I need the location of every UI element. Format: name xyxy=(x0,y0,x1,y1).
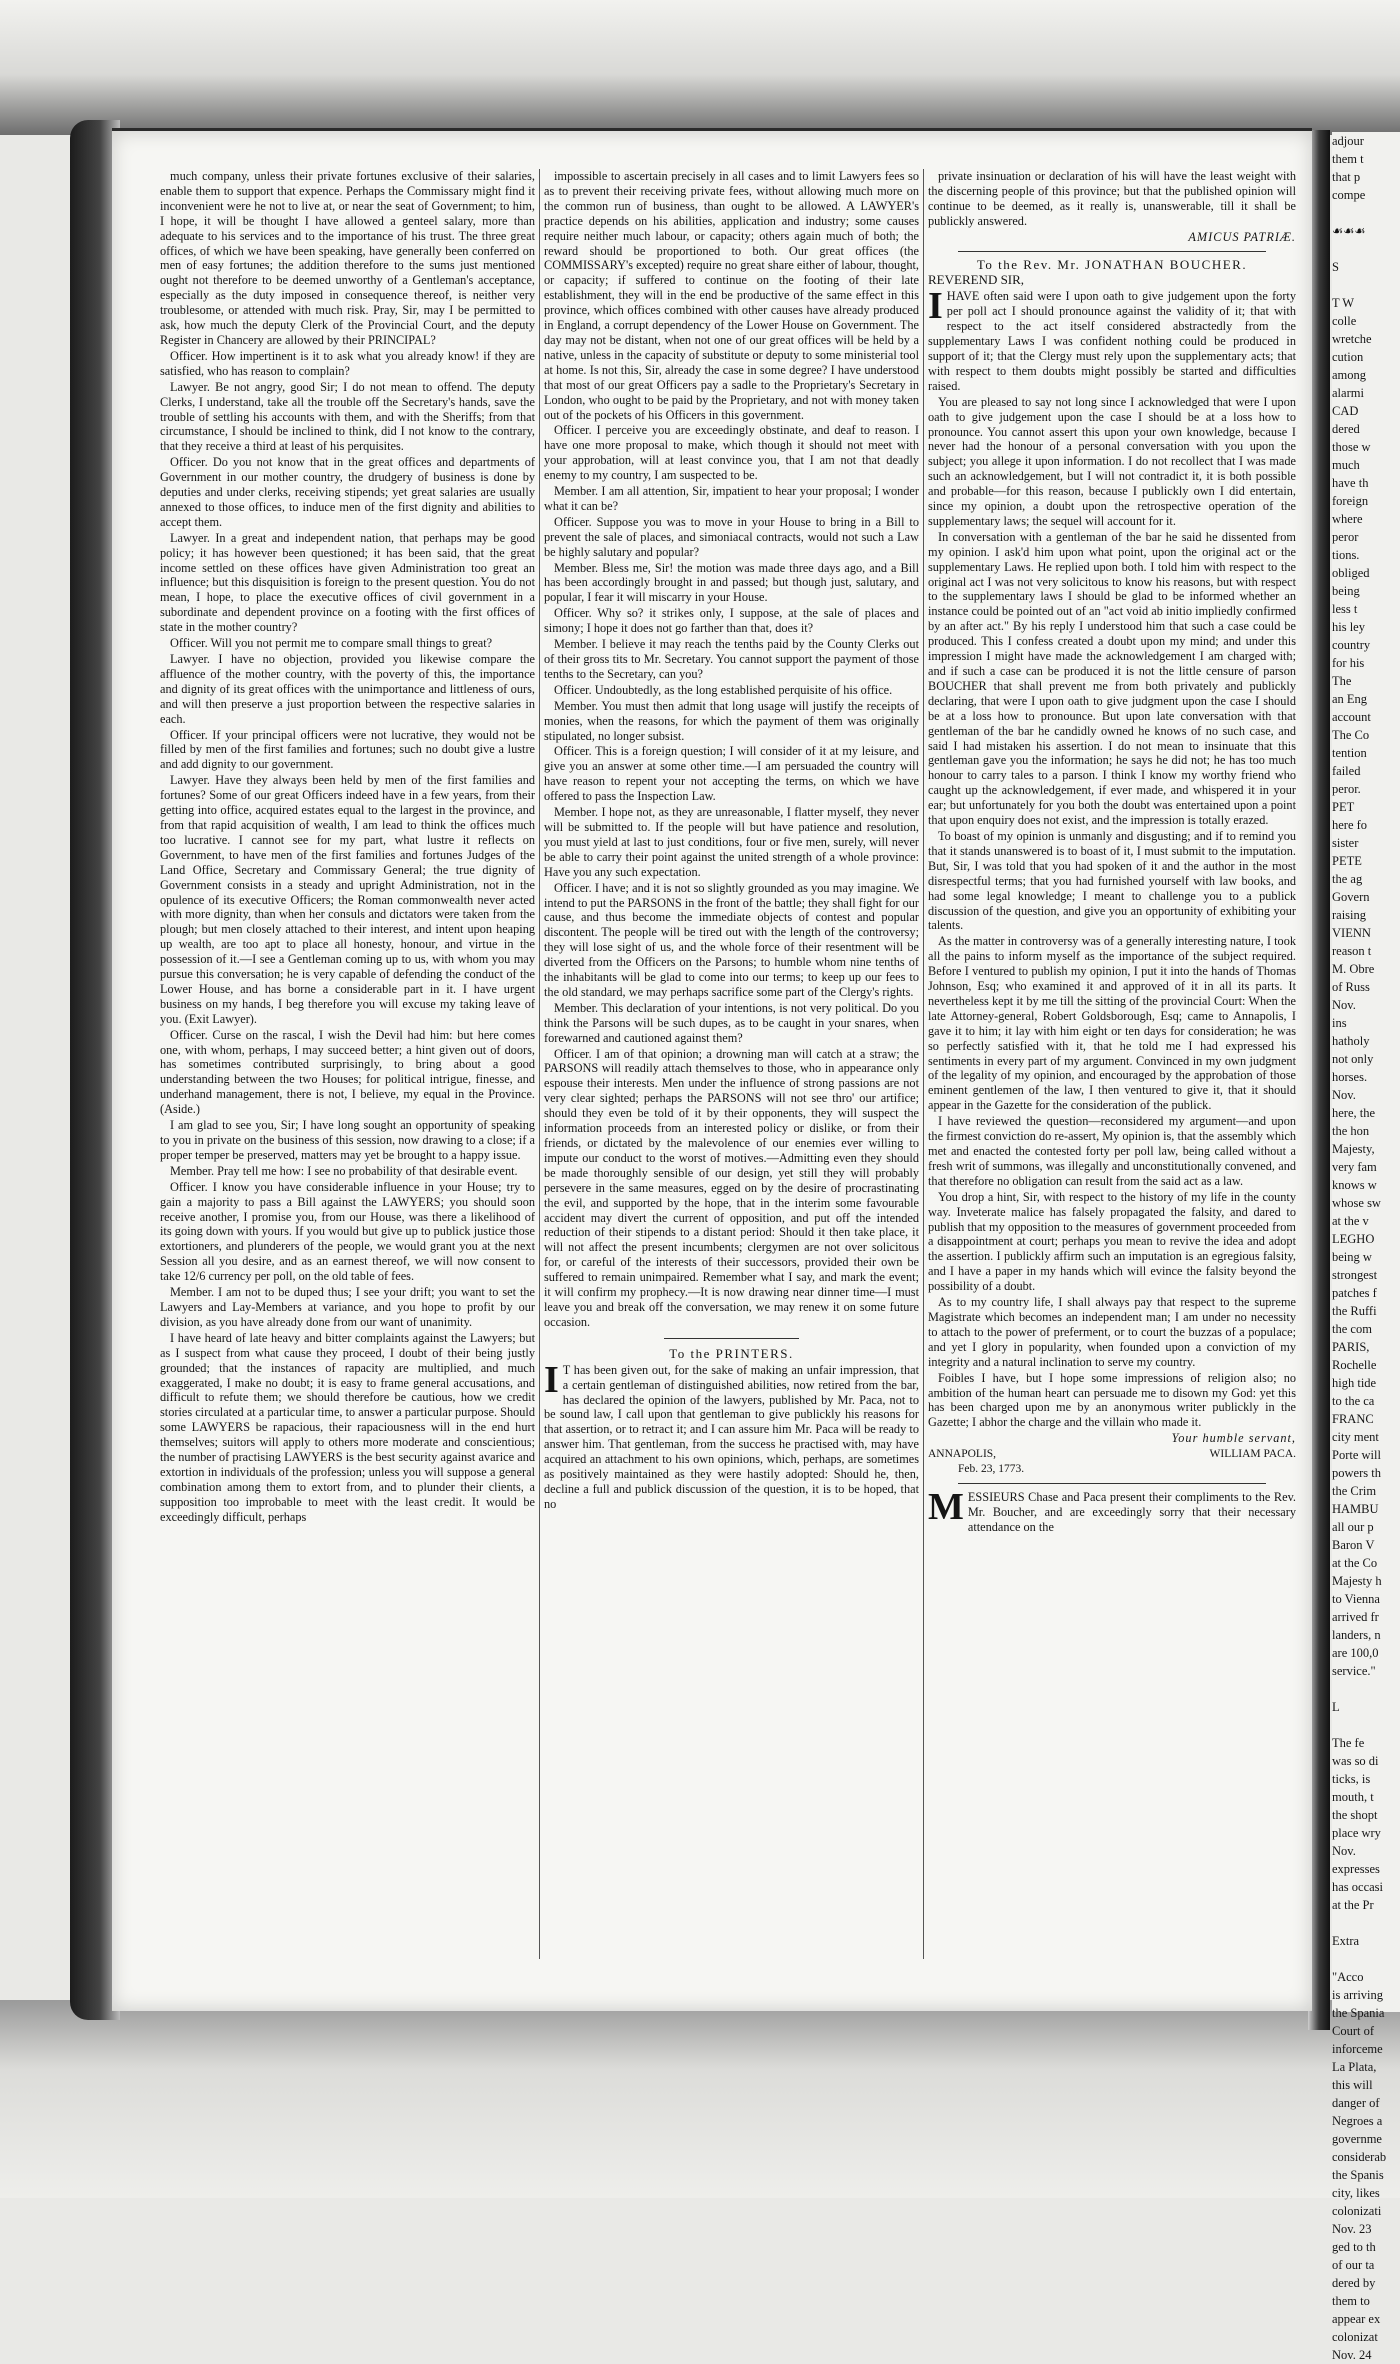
col2-paragraph: Officer. Suppose you was to move in your House to bring in a Bill to prevent the sale of places, and simoniacal contracts, would not such a Law be highly salutary and popular? xyxy=(544,514,919,559)
adjacent-page-fragment xyxy=(1332,132,1400,2362)
adjacent-page-line: at the v xyxy=(1332,1214,1369,1228)
section-rule xyxy=(664,1338,799,1339)
column-divider xyxy=(539,169,540,1959)
adjacent-page-line: raising xyxy=(1332,908,1367,922)
scan-background-top xyxy=(0,0,1400,135)
adjacent-page-line: compe xyxy=(1332,188,1366,202)
adjacent-page-line: them to xyxy=(1332,2294,1370,2308)
scan-background-bottom xyxy=(0,2000,1400,2198)
adjacent-page-line: cution xyxy=(1332,350,1364,364)
boucher-paragraph: Foibles I have, but I hope some impressions of religion also; no ambition of the human heart can persuade me to disown my God: yet this has been charged upon me by an anonymous writer publickly in the Gazette; I abhor the charge and the villain who made it. xyxy=(928,1370,1296,1430)
adjacent-page-line xyxy=(1332,1914,1400,1932)
adjacent-page-line: failed xyxy=(1332,764,1361,778)
adjacent-page-line: those w xyxy=(1332,440,1371,454)
adjacent-page-line: whose sw xyxy=(1332,1196,1381,1210)
adjacent-page-line: to Vienna xyxy=(1332,1592,1380,1606)
col1-paragraph: Member. I am not to be duped thus; I see your drift; you want to set the Lawyers and Lay-Members at variance, and you hope to profit by our division, as you have already done from our want of unanimity. xyxy=(160,1285,535,1329)
boucher-paragraph: You drop a hint, Sir, with respect to the history of my life in the county way. Inveterate malice has falsely propagated the falsity, and dared to publish that my opposition to the measures of government proceeded from a disappointment at court; perhaps you mean to revive the idea and adopt the assertion. I publickly affirm such an imputation is an egregious falsity, and I have a paper in my hands which will evince the falsity beyond the possibility of a doubt. xyxy=(928,1189,1296,1294)
adjacent-page-line: Baron V xyxy=(1332,1538,1375,1552)
adjacent-page-line: LEGHO xyxy=(1332,1232,1375,1246)
adjacent-page-line: inforceme xyxy=(1332,2042,1383,2056)
adjacent-page-line: The fe xyxy=(1332,1736,1365,1750)
adjacent-page-line: the Crim xyxy=(1332,1484,1377,1498)
col2-paragraph: Officer. I am of that opinion; a drowning man will catch at a straw; the PARSONS will readily attach themselves to those, who in appearance only espouse their interests. Men under the influence of strong passions are not very clear sighted; perhaps the PARSONS will not see thro' our artifice; should they even be told of it by their opponents, they will suspect the information proceeds from an interested policy or dislike, or from their friends, or dictated by the malevolence of our enemies ever willing to impute our conduct to the worst of motives.—Admitting even they should be made thoroughly sensible of our design, yet still they will probably persevere in the same measures, egged on by the desire of procrastinating the evil, and supported by the hope, that in the interim some favourable accident may divert the current of opposition, and put off the intended reduction of their stipends to a distant period: Should it then take place, it will not affect the present incumbents; clergymen are not over solicitous for, or careful of the interests of their successors, provided their own be suffered to remain unimpaired. Remember what I say, and mark the event; it will confirm my prophecy.—It is now drawing near dinner time—I must leave you and break off the conversation, we may renew it on some future occasion. xyxy=(544,1046,919,1329)
adjacent-page-line: much xyxy=(1332,458,1360,472)
adjacent-page-line: alarmi xyxy=(1332,386,1364,400)
adjacent-page-line: PET xyxy=(1332,800,1355,814)
newspaper-page xyxy=(112,128,1312,2011)
adjacent-page-line: Nov. xyxy=(1332,998,1356,1012)
dateline xyxy=(928,1447,1296,1477)
adjacent-page-line: ☙☙☙ xyxy=(1332,224,1366,238)
adjacent-page-line: colonizati xyxy=(1332,2204,1382,2218)
adjacent-page-line: Extra xyxy=(1332,1934,1360,1948)
boucher-paragraph: I have reviewed the question—reconsidered my argument—and upon the firmest conviction do re-assert, My opinion is, that the assembly which met and enacted the contested forty per poll law, being called without a fresh writ of summons, was illegally and unconstitutionally convened, and that therefore no obligation can result from the said act as a law. xyxy=(928,1114,1296,1188)
adjacent-page-line: very fam xyxy=(1332,1160,1377,1174)
adjacent-page-line: here fo xyxy=(1332,818,1368,832)
col1-paragraph: Officer. Will you not permit me to compare small things to great? xyxy=(170,636,493,651)
adjacent-page-line: Rochelle xyxy=(1332,1358,1377,1372)
adjacent-page-line: are 100,0 xyxy=(1332,1646,1379,1660)
boucher-paragraph-first xyxy=(928,285,1296,393)
adjacent-page-line: country xyxy=(1332,638,1371,652)
adjacent-page-line: T W xyxy=(1332,296,1355,310)
section-rule xyxy=(958,251,1266,252)
adjacent-page-line: CAD xyxy=(1332,404,1359,418)
adjacent-page-line: L xyxy=(1332,1700,1340,1714)
intro-signature: AMICUS PATRIÆ. xyxy=(1188,229,1296,244)
adjacent-page-line: where xyxy=(1332,512,1363,526)
adjacent-page-line: to the ca xyxy=(1332,1394,1375,1408)
adjacent-page-line: Nov. 23 xyxy=(1332,2222,1372,2236)
adjacent-page-line: the Spanis xyxy=(1332,2168,1384,2182)
col1-paragraph: Lawyer. Have they always been held by men of the first families and fortunes? Some of our great Officers indeed have in a few years, from their getting into office, acquired estates equal to the largest in the province, and from that rapid acquisition of wealth, I am lead to think the offices much too lucrative. I cannot see for my part, what lustre it reflects on Government, to have men of the first families and fortunes Judges of the Land Office, Secretary and Commissary General; the true dignity of Government consists in a steady and upright Administration, not in the opulence of its executive Officers; the Roman commonwealth never acted with more dignity, than when her consuls and dictators were taken from the plough; but men closely attached to their interest, and intent upon heaping up wealth, are too apt to place all honesty, honour, and virtue in the possession of it.—I see a Gentleman coming up to us, with whom you may pursue this conversation; he is very capable of defending the conduct of the Lower House, and has borne a considerable part in it. I have urgent business on my hands, I beg therefore you will excuse my taking leave of you. (Exit Lawyer). xyxy=(160,773,535,1026)
signature: WILLIAM PACA. xyxy=(1209,1448,1296,1461)
adjacent-page-line xyxy=(1332,1680,1400,1698)
adjacent-page-line: all our p xyxy=(1332,1520,1374,1534)
adjacent-page-line: being w xyxy=(1332,1250,1372,1264)
adjacent-page-line: Court of xyxy=(1332,2024,1375,2038)
adjacent-page-line: considerab xyxy=(1332,2150,1387,2164)
adjacent-page-line: service." xyxy=(1332,1664,1376,1678)
adjacent-page-line: HAMBU xyxy=(1332,1502,1379,1516)
adjacent-page-line: tention xyxy=(1332,746,1367,760)
adjacent-page-line: patches f xyxy=(1332,1286,1377,1300)
date: Feb. 23, 1773. xyxy=(958,1463,1025,1476)
adjacent-page-line: The xyxy=(1332,674,1352,688)
adjacent-page-line xyxy=(1332,240,1400,258)
adjacent-page-line: at the Co xyxy=(1332,1556,1378,1570)
adjacent-page-line: at the Pr xyxy=(1332,1898,1374,1912)
adjacent-page-line: sister xyxy=(1332,836,1359,850)
adjacent-page-line: knows w xyxy=(1332,1178,1377,1192)
col1-paragraph: Lawyer. In a great and independent nation, that perhaps may be good policy; it has however been questioned; it has been said, that the great income settled on these offices have given Administration too great an influence; but this disquisition is foreign to the present question. You do not mean, I hope, to place the executive offices of civil government in a subordinate and dependent province on a footing with the first offices of state in the mother country? xyxy=(160,530,535,635)
col1-paragraph: Officer. Do you not know that in the great offices and departments of Government in our mother country, the drudgery of business is done by deputies and under clerks, receiving stipends; yet great salaries are usually annexed to those offices, to induce men of the first dignity and abilities to accept them. xyxy=(160,455,535,529)
col2-paragraph: Officer. This is a foreign question; I will consider of it at my leisure, and give you an answer at some other time.—I am persuaded the country will have reason to repent your not accepting the terms, on which we have offered to pass the Inspection Law. xyxy=(544,744,919,804)
col2-paragraph: Officer. Why so? it strikes only, I suppose, at the sale of places and simony; I hope it does not go farther than that, does it? xyxy=(544,606,919,636)
adjacent-page-line: was so di xyxy=(1332,1754,1379,1768)
adjacent-page-line: tions. xyxy=(1332,548,1360,562)
adjacent-page-line: the ag xyxy=(1332,872,1363,886)
adjacent-page-line: wretche xyxy=(1332,332,1372,346)
adjacent-page-line: adjour xyxy=(1332,134,1364,148)
adjacent-page-line: peror xyxy=(1332,530,1359,544)
col2-paragraph: impossible to ascertain precisely in all cases and to limit Lawyers fees so as to prevent their receiving private fees, without allowing much more on the common run of business, than ought to be allowed. A LAWYER's practice depends on his abilities, application and industry; some causes require neither much labour, or capacity; others again much of both; the reward should be proportioned to both. Our great offices (the COMMISSARY's excepted) require no great share either of labour, thought, or capacity; if suffered to continue on the footing of their late establishment, they will in the end be productive of the same effect in this province, which offices combined with other causes have already produced in England, a corrupt dependency of the Lower House on Government. The day may not be distant, when not one of our great offices will be held by a native, unless in the capacity of substitute or deputy to some ministerial tool at home. Is not this, Sir, already the case in some degree? I have understood that most of our great Officers pay a sadle to the Proprietary's Secretary in London, who ought to be paid by the Proprietary, and not with money taken out of the pockets of his Officers in this government. xyxy=(544,169,919,422)
adjacent-page-line: for his xyxy=(1332,656,1365,670)
adjacent-page-line: mouth, t xyxy=(1332,1790,1374,1804)
adjacent-page-line xyxy=(1332,204,1400,222)
col2-paragraph: Member. I am all attention, Sir, impatient to hear your proposal; I wonder what it can be? xyxy=(544,484,919,513)
adjacent-page-line: obliged xyxy=(1332,566,1370,580)
place: ANNAPOLIS, xyxy=(928,1448,997,1461)
col1-paragraph: Member. Pray tell me how: I see no probability of that desirable event. xyxy=(170,1163,518,1178)
adjacent-page-line: the hon xyxy=(1332,1124,1370,1138)
closing: Your humble servant, xyxy=(1171,1431,1296,1446)
adjacent-page-line: VIENN xyxy=(1332,926,1371,940)
adjacent-page-line: of our ta xyxy=(1332,2258,1375,2272)
column-3 xyxy=(928,169,1296,1969)
adjacent-page-line: Majesty, xyxy=(1332,1142,1375,1156)
column-1 xyxy=(160,169,535,1969)
adjacent-page-line: the Spania xyxy=(1332,2006,1385,2020)
adjacent-page-line: peror. xyxy=(1332,782,1361,796)
col1-paragraph: Officer. How impertinent is it to ask what you already know! if they are satisfied, who has reason to complain? xyxy=(160,348,535,378)
adjacent-page-line: high tide xyxy=(1332,1376,1377,1390)
adjacent-page-line: arrived fr xyxy=(1332,1610,1379,1624)
boucher-dropcap: I xyxy=(928,285,943,328)
col2-paragraph: Member. This declaration of your intentions, is not very political. Do you think the Parsons will be such dupes, as to be caught in your snares, when forewarned and cautioned against them? xyxy=(544,1000,919,1045)
col1-paragraph: Officer. Curse on the rascal, I wish the Devil had him: but here comes one, with whom, perhaps, I may succeed better; a hint given out of doors, has sometimes contributed surprisingly, to bring about a good understanding between the two Houses; for political intrigue, finesse, and underhand management, there is not, I believe, my equal in the Province. (Aside.) xyxy=(160,1027,535,1117)
adjacent-page-line: this will xyxy=(1332,2078,1373,2092)
adjacent-page-line: La Plata, xyxy=(1332,2060,1377,2074)
col1-paragraph: Lawyer. I have no objection, provided you likewise compare the affluence of the mother country, with the poverty of this, the importance and dignity of its great offices with the unimportance and littleness of ours, and will then preserve a just proportion between the respective salaries in each. xyxy=(160,652,535,726)
adjacent-page-line: dered xyxy=(1332,422,1360,436)
col2-paragraph: Member. I believe it may reach the tenths paid by the County Clerks out of their gross tits to Mr. Secretary. You cannot support the payment of those tenths to the Secretary, can you? xyxy=(544,637,919,681)
col2-paragraph: Officer. I have; and it is not so slightly grounded as you may imagine. We intend to put the PARSONS in the front of the battle; they shall fight for our cause, and thus become the immediate objects of contest and popular discontent. The people will be tired out with the length of the controversy; they will lose sight of us, and the whole force of their resentment will be diverted from the Officers on the Parsons; to humble whom nine tenths of the inhabitants will be glad to come into our terms; to keep up our fees to the old standard, we may perhaps sacrifice some part of the Clergy's rights. xyxy=(544,880,919,999)
adjacent-page-line: Govern xyxy=(1332,890,1370,904)
adjacent-page-line: have th xyxy=(1332,476,1369,490)
boucher-paragraph: You are pleased to say not long since I acknowledged that were I upon oath to give judgement upon the case I should be at a loss how to pronounce. You cannot assert this upon your own knowledge, because I never had the honour of a personal conversation with you upon the subject; you allege it upon information. I do not recollect that I was made such an acknowledgement, but I will not contradict it, it is both possible and probable—for this reason, because I publickly own I did entertain, since my opinion, a doubt upon the retrospective operation of the supplementary laws; the sequel will account for it. xyxy=(928,394,1296,528)
adjacent-page-line: not only xyxy=(1332,1052,1374,1066)
messieurs-dropcap: M xyxy=(928,1485,964,1528)
adjacent-page-line: M. Obre xyxy=(1332,962,1375,976)
adjacent-page-line: ticks, is xyxy=(1332,1772,1371,1786)
adjacent-page-line: Nov. 24 xyxy=(1332,2348,1372,2362)
col2-paragraph: Member. I hope not, as they are unreasonable, I flatter myself, they never will be submitted to. If the people will but have patience and resolution, you must yield at last to just conditions, four or five men, surely, will never be able to carry their point against the united strength of a whole province: Have you any such expectation. xyxy=(544,805,919,879)
adjacent-page-line: foreign xyxy=(1332,494,1369,508)
boucher-paragraph: In conversation with a gentleman of the bar he said he dissented from my opinion. I ask'd him upon what point, upon the original act or the supplementary Laws. He replied upon both. I told him with respect to the original act I was not very solicitous to know his reasons, but with respect to the supplementary laws I should be glad to be informed whether an instance could be pointed out of an "act void ab initio impliedly confirmed by an after act." By his reply I understood him that such a case could be produced. This I confess created a doubt upon my mind; and under this impression I might have made the acknowledgement I am charged with; and if such a case can be produced it is not the little censure of parson BOUCHER that shall prevent me from both privately and publickly declaring, that were I upon oath to give judgment upon the case I should be at a loss how to pronounce. But upon late conversation with that gentleman of the bar he candidly owned he knows of no such case, and said I had mistaken his assertion. I do not mean to insinuate that this gentleman gave you the information; he says he did not; he has too much honour to carry tales to a parson. I think I know my worthy friend who caught up the acknowledgement, if ever made, and whispered it in your ear; but unfortunately for you both the doubt was entertained upon a point that upon enquiry does not exist, and the impression is totally erazed. xyxy=(928,529,1296,828)
adjacent-page-line: Nov. xyxy=(1332,1844,1356,1858)
col1-paragraph: Officer. I know you have considerable influence in your House; try to gain a majority to pass a Bill against the LAWYERS; you should soon receive another, I promise you, from our House, was there a likelihood of its going down with yours. If you would but give up to publick justice those extortioners, and plunderers of the people, we would grant you at the next Session all you desire, and as an earnest thereof, we will now consent to take 12/6 currency per poll, on the old table of fees. xyxy=(160,1179,535,1284)
adjacent-page-line: Nov. xyxy=(1332,1088,1356,1102)
adjacent-page-line xyxy=(1332,1950,1400,1968)
messieurs-paragraph-text: ESSIEURS Chase and Paca present their compliments to the Rev. Mr. Boucher, and are exceedingly sorry that their necessary attendance on the xyxy=(967,1489,1296,1534)
col2-paragraph: Officer. I perceive you are exceedingly obstinate, and deaf to reason. I have one more proposal to make, which though it should not meet with your approbation, will at least convince you, that I am not that deadly enemy to my country, I am suspected to be. xyxy=(544,423,919,483)
adjacent-page-line: here, the xyxy=(1332,1106,1376,1120)
adjacent-page-line: Majesty h xyxy=(1332,1574,1382,1588)
adjacent-page-line: the Ruffi xyxy=(1332,1304,1377,1318)
adjacent-page-line: the com xyxy=(1332,1322,1372,1336)
adjacent-page-line: his ley xyxy=(1332,620,1365,634)
adjacent-page-line: PETE xyxy=(1332,854,1362,868)
adjacent-page-line: FRANC xyxy=(1332,1412,1374,1426)
col1-paragraph: I have heard of late heavy and bitter complaints against the Lawyers; but as I suspect from what cause they proceed, I doubt of their being justly grounded; that the instances of rapacity are multiplied, and much exaggerated, I make no doubt; it is easy to frame general accusations, and difficult to refute them; we should therefore be cautious, how we credit stories circulated at a particular time, to answer a particular purpose. Should some LAWYERS be rapacious, their rapaciousness will in the end hurt themselves; suitors will apply to others more moderate and conscientious; the number of practising LAWYERS is the best security against avarice and extortion in individuals of the profession; unless you will suppose a general combination among them to extort from, and to plunder their clients, a supposition too improbable to meet with the least credit. It would be exceedingly difficult, perhaps xyxy=(160,1330,535,1524)
adjacent-page-line: the shopt xyxy=(1332,1808,1378,1822)
printers-paragraph-text: T has been given out, for the sake of making an unfair impression, that a certain gentleman of distinguished abilities, now retired from the bar, has declared the opinion of the lawyers, published by Mr. Paca, not to be sound law, I call upon that gentleman to give publickly his reasons for that assertion, or to retract it; and I can assure him Mr. Paca will be ready to answer him. That gentleman, from the success he practised with, may have acquired an attachment to his own opinions, which, perhaps, are sometimes as positively maintained as they were hastily adopted: Should he, then, decline a full and publick discussion of the question, it is to be hoped, that no xyxy=(544,1362,919,1511)
printers-paragraph xyxy=(544,1358,919,1512)
printers-dropcap: I xyxy=(544,1358,559,1401)
adjacent-page-line: them t xyxy=(1332,152,1364,166)
messieurs-paragraph xyxy=(928,1485,1296,1535)
adjacent-page-line xyxy=(1332,276,1400,294)
adjacent-page-line: account xyxy=(1332,710,1371,724)
salutation: REVEREND SIR, xyxy=(928,272,1025,288)
adjacent-page-line: less t xyxy=(1332,602,1358,616)
adjacent-page-line: expresses xyxy=(1332,1862,1380,1876)
column-divider xyxy=(923,169,924,1959)
adjacent-page-line: appear ex xyxy=(1332,2312,1381,2326)
col2-paragraph: Member. You must then admit that long usage will justify the receipts of monies, when the reasons, for which the payment of them was originally stipulated, no longer subsist. xyxy=(544,698,919,743)
adjacent-page-line: Porte will xyxy=(1332,1448,1381,1462)
section-rule xyxy=(958,1483,1266,1484)
adjacent-page-line: among xyxy=(1332,368,1367,382)
boucher-paragraph-text: HAVE often said were I upon oath to give judgement upon the forty per poll act I should pronounce against the validity of it; that with respect to the act itself considered abstractedly from the supplementary Laws I was confident nothing could be produced in support of it; that the Clergy must rely upon the supplementary acts; that with respect to them doubts might possibly be started and difficulties raised. xyxy=(928,289,1296,393)
adjacent-page-line: reason t xyxy=(1332,944,1372,958)
boucher-letter-heading: To the Rev. Mr. JONATHAN BOUCHER. xyxy=(976,256,1248,272)
column-2 xyxy=(544,169,919,1969)
adjacent-page-line: city, likes xyxy=(1332,2186,1380,2200)
boucher-paragraph: As the matter in controversy was of a generally interesting nature, I took all the pains to inform myself as the importance of the subject required. Before I ventured to publish my opinion, I put it into the hands of Thomas Johnson, Esq; who examined it and approved of it in all its parts. It nevertheless kept it by me till the sitting of the provincial Court: When the late Attorney-general, Robert Goldsborough, Esq; came to Annapolis, I gave it to him; it lay with him eight or ten days for consideration; he was so perfectly satisfied with it, that he told me I had expressed his sentiments in every part of my argument. Convinced in my own judgment of the legality of my opinion, and encouraged by the approbation of those eminent gentlemen of the law, I then ventured to give it, that it should appear in the Gazette for the consideration of the publick. xyxy=(928,934,1296,1113)
adjacent-page-line: an Eng xyxy=(1332,692,1368,706)
adjacent-page-line: landers, n xyxy=(1332,1628,1381,1642)
col1-paragraph: Lawyer. Be not angry, good Sir; I do not mean to offend. The deputy Clerks, I understand, take all the trouble off the Secretary's hands, save the trouble of settling his accounts with them, and with the Sheriffs; from that circumstance, I should be inclined to think, did I not know to the contrary, that they receive a third at least of his perquisites. xyxy=(160,379,535,454)
adjacent-page-line: S xyxy=(1332,260,1339,274)
adjacent-page-line: place wry xyxy=(1332,1826,1381,1840)
adjacent-page-line: has occasi xyxy=(1332,1880,1384,1894)
printers-heading: To the PRINTERS. xyxy=(669,1345,794,1361)
adjacent-page-line: colle xyxy=(1332,314,1357,328)
col2-paragraph: Officer. Undoubtedly, as the long established perquisite of his office. xyxy=(554,682,893,697)
adjacent-page-line: being xyxy=(1332,584,1360,598)
col2-paragraph: Member. Bless me, Sir! the motion was made three days ago, and a Bill has been accordingly brought in and passed; but though just, salutary, and popular, I fear it will miscarry in your House. xyxy=(544,560,919,605)
adjacent-page-line: of Russ xyxy=(1332,980,1370,994)
adjacent-page-line: colonizat xyxy=(1332,2330,1378,2344)
adjacent-page-line: ged to th xyxy=(1332,2240,1376,2254)
adjacent-page-line: Negroes a xyxy=(1332,2114,1383,2128)
boucher-paragraph: To boast of my opinion is unmanly and disgusting; and if to remind you that it stands unanswered is to boast of it, I must submit to the imputation. But, Sir, I was told that you had spoken of it and the author in the most disrespectful terms; that you had furnished yourself with law books, and had some legal knowledge; I meant to challenge you to a publick discussion of the question, and give you an opportunity of exhibiting your talents. xyxy=(928,828,1296,933)
boucher-paragraph: As to my country life, I shall always pay that respect to the supreme Magistrate which becomes an independent man; I am under no necessity to attach to the power of preferment, or to court the buzzas of a populace; and yet I glory in popularity, when founded upon a conviction of my integrity and a natural inclination to serve my country. xyxy=(928,1295,1296,1369)
col1-paragraph: much company, unless their private fortunes exclusive of their salaries, enable them to support that expence. Perhaps the Commissary might find it inconvenient were he not to live at, or near the seat of Government; to him, I hope, it will be thought I have allowed a genteel salary, more than adequate to his services and to the importance of his trust. The three great offices, of which we have been speaking, have generally been conferred on men of easy fortunes; the addition therefore to the sums just mentioned ought not therefore to be deemed unworthy of a Gentleman's acceptance, especially as the duty imposed in consequence thereof, is neither very troublesome, or attended with much risk. Pray, Sir, may I be permitted to ask, how much the deputy Clerk of the Provincial Court, and the deputy Register in Chancery are allowed by their PRINCIPAL? xyxy=(160,169,535,347)
adjacent-page-line: The Co xyxy=(1332,728,1370,742)
adjacent-page-line: ins xyxy=(1332,1016,1347,1030)
col1-paragraph: Officer. If your principal officers were not lucrative, they would not be filled by men of the first families and fortunes; such no doubt give a lustre and add dignity to our government. xyxy=(160,727,535,772)
adjacent-page-line: dered by xyxy=(1332,2276,1376,2290)
adjacent-page-line: hatholy xyxy=(1332,1034,1370,1048)
adjacent-page-line: city ment xyxy=(1332,1430,1379,1444)
adjacent-page-line xyxy=(1332,1716,1400,1734)
adjacent-page-line: "Acco xyxy=(1332,1970,1364,1984)
adjacent-page-line: governme xyxy=(1332,2132,1382,2146)
adjacent-page-line: powers th xyxy=(1332,1466,1381,1480)
adjacent-page-line: that p xyxy=(1332,170,1361,184)
adjacent-page-line: danger of xyxy=(1332,2096,1380,2110)
adjacent-page-line: is arriving xyxy=(1332,1988,1384,2002)
col1-paragraph: I am glad to see you, Sir; I have long sought an opportunity of speaking to you in private on the business of this session, now drawing to a close; if a proper temper be preserved, matters may yet be brought to a happy issue. xyxy=(160,1118,535,1162)
adjacent-page-line: horses. xyxy=(1332,1070,1368,1084)
adjacent-page-line: PARIS, xyxy=(1332,1340,1370,1354)
intro-paragraph: private insinuation or declaration of his will have the least weight with the discerning people of this province; but that the published opinion will continue to be deemed, as it really is, unanswerable, till it shall be publickly answered. xyxy=(928,169,1296,228)
adjacent-page-line: strongest xyxy=(1332,1268,1378,1282)
